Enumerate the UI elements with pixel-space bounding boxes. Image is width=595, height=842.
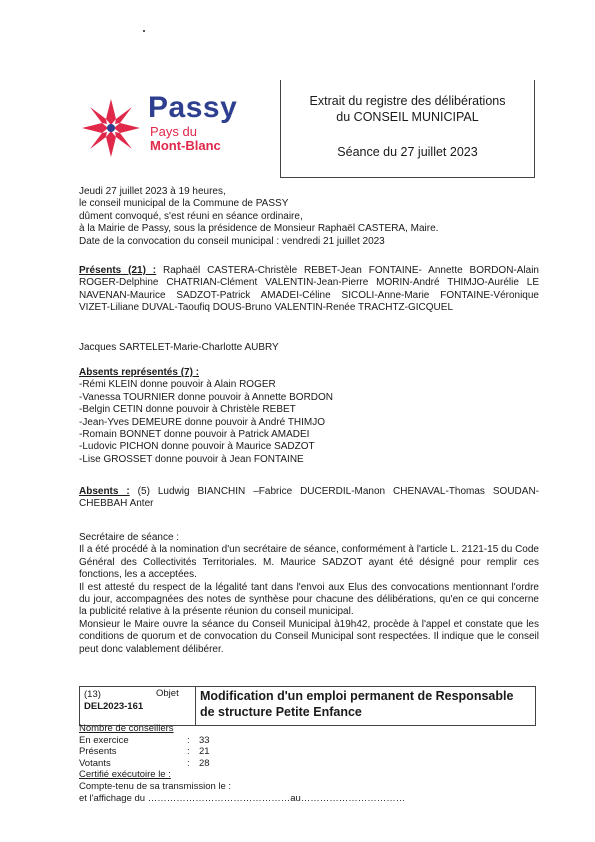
absents-paragraph xyxy=(79,486,539,511)
presents-block xyxy=(79,265,539,315)
count-row xyxy=(79,735,405,747)
count-row xyxy=(79,758,405,770)
count-row xyxy=(79,746,405,758)
count-name: Votants xyxy=(79,757,111,769)
intro-line: dûment convoqué, s'est réuni en séance ordinaire, xyxy=(79,210,303,222)
secretary-label: Secrétaire de séance : xyxy=(79,532,180,543)
header-box xyxy=(280,80,535,178)
presents-paragraph xyxy=(79,265,539,315)
object-ref-cell xyxy=(80,687,196,725)
header-line-2: du CONSEIL MUNICIPAL xyxy=(336,110,479,124)
count-name: Présents xyxy=(79,746,117,758)
presents-extra xyxy=(79,342,539,354)
logo-subtitle-1: Pays du xyxy=(150,124,197,139)
logo-subtitle-2: Mont-Blanc xyxy=(150,138,221,153)
proxy-item: -Jean-Yves DEMEURE donne pouvoir à André THIMJO xyxy=(79,416,326,428)
intro-line: Jeudi 27 juillet 2023 à 19 heures, xyxy=(79,186,226,197)
proxy-item: -Romain BONNET donne pouvoir à Patrick AMADEI xyxy=(79,429,310,441)
proxy-item: -Lise GROSSET donne pouvoir à Jean FONTAINE xyxy=(79,453,304,465)
intro-line: à la Mairie de Passy, sous la présidence de Monsieur Raphaël CASTERA, Maire. xyxy=(79,223,439,235)
receipt-label: Compte-tenu de sa transmission le : xyxy=(79,780,232,792)
object-title: Modification d'un emploi permanent de Responsable de structure Petite Enfance xyxy=(200,689,514,719)
scan-speck xyxy=(143,30,145,32)
object-reference: DEL2023-161 xyxy=(84,701,144,712)
count-name: En exercice xyxy=(79,734,129,746)
intro-block xyxy=(79,186,539,248)
header-line-1: Extrait du registre des délibérations xyxy=(309,94,506,108)
secretary-paragraph-2: Il est attesté du respect de la légalité tant dans l'envoi aux Elus des convocations mentionnant l'ordre du jour, accompagnées des notes de synthèse pour chacune des délibérations, qu'en ce qui concerne la publicité relative à la présente réunion du conseil municipal. xyxy=(79,581,539,618)
absents-represented-block xyxy=(79,367,539,466)
secretary-paragraph-1: Il a été procédé à la nomination d'un secrétaire de séance, conformément à l'article L. 2121-15 du Code Général des Collectivités Territoriales. M. Maurice SADZOT ayant été désigné pour remplir ces fonctions, les a acceptées. xyxy=(79,544,539,581)
secretary-block xyxy=(79,532,539,656)
count-value: 33 xyxy=(199,734,210,746)
count-value: 28 xyxy=(199,757,210,769)
count-colon: : xyxy=(187,746,190,758)
object-label: Objet xyxy=(156,688,179,699)
presents-list: Raphaël CASTERA-Christèle REBET-Jean FONTAINE- Annette BORDON-Alain ROGER-Delphine CHATRIAN-Clément VALENTIN-Jean-Pierre MORIN-André THIMJO-Aurélie LE NAVENAN-Maurice SADZOT-Patrick AMADEI-Céline SICOLI-Anne-Marie FONTAINE-Véronique VIZET-Liliane DUVAL-Taoufiq DOUS-Bruno VALENTIN-Renée TRACHTZ-GICQUEL xyxy=(79,265,539,314)
count-colon: : xyxy=(187,757,190,769)
intro-line: Date de la convocation du conseil municipal : vendredi 21 juillet 2023 xyxy=(79,235,385,247)
count-value: 21 xyxy=(199,746,210,758)
logo-name: Passy xyxy=(148,91,238,124)
object-number: (13) xyxy=(84,689,101,700)
proxy-item: -Vanessa TOURNIER donne pouvoir à Annette BORDON xyxy=(79,391,334,403)
certified-label: Certifié exécutoire le : xyxy=(79,769,171,781)
object-table xyxy=(79,686,536,726)
absents-label: Absents : xyxy=(79,486,130,497)
proxy-item: -Ludovic PICHON donne pouvoir à Maurice SADZOT xyxy=(79,441,315,453)
posting-label: et l'affichage du ………………………………………au…………………………… xyxy=(79,792,406,804)
session-date: Séance du 27 juillet 2023 xyxy=(337,145,478,159)
count-colon: : xyxy=(187,734,190,746)
proxy-item: -Belgin CETIN donne pouvoir à Christèle REBET xyxy=(79,404,296,416)
proxy-item: -Rémi KLEIN donne pouvoir à Alain ROGER xyxy=(79,379,276,391)
presents-label: Présents (21) : xyxy=(79,265,157,276)
absents-block xyxy=(79,486,539,511)
star-logo-icon xyxy=(80,97,142,159)
absents-list: (5) Ludwig BIANCHIN –Fabrice DUCERDIL-Manon CHENAVAL-Thomas SOUDAN-CHEBBAH Anter xyxy=(79,486,539,510)
presents-line2: Jacques SARTELET-Marie-Charlotte AUBRY xyxy=(79,342,279,353)
counts-block xyxy=(79,723,405,804)
passy-logo xyxy=(80,91,260,165)
counts-label: Nombre de conseillers xyxy=(79,723,174,734)
absents-represented-label: Absents représentés (7) : xyxy=(79,367,200,378)
secretary-paragraph-3: Monsieur le Maire ouvre la séance du Conseil Municipal à19h42, procède à l'appel et constate que les conditions de quorum et de convocation du Conseil Municipal sont respectées. Il indique que le conseil peut donc valablement délibérer. xyxy=(79,618,539,655)
intro-line: le conseil municipal de la Commune de PASSY xyxy=(79,198,289,210)
